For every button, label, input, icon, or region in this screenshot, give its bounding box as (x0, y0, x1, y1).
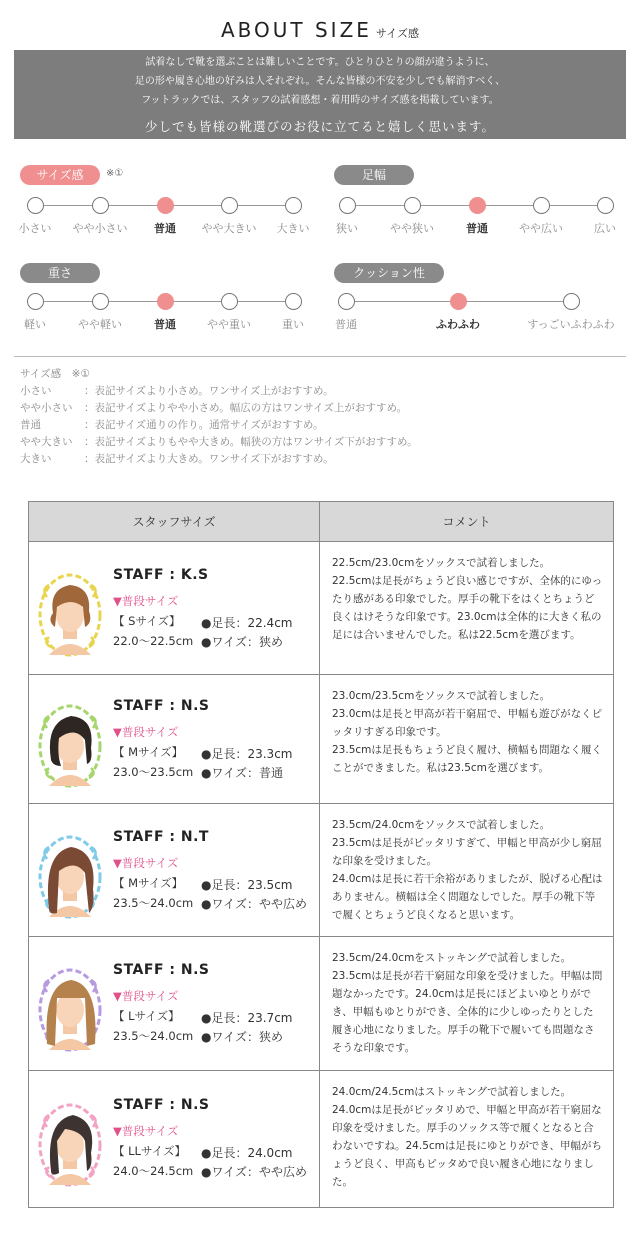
comment-paragraph: 24.0cm/24.5cmはストッキングで試着しました。 (332, 1086, 572, 1098)
usual-size: 【 Mサイズ】 (113, 876, 184, 890)
width-scale-dot (597, 197, 614, 214)
comment-paragraph: 23.5cmは足長がピッタリすぎて、甲幅と甲高が少し窮屈な印象を受けました。 (332, 837, 602, 867)
width-scale-track (316, 197, 636, 242)
table-header (29, 502, 613, 542)
intro-tagline: 少しでも皆様の靴選びのお役に立てると嬉しく思います。 (144, 119, 495, 134)
staff-name: STAFF : N.T (113, 829, 209, 845)
usual-size-label: ▼普段サイズ (113, 989, 179, 1003)
legend-row: 小さい ：表記サイズより小さめ。ワンサイズ上がおすすめ。 (20, 385, 334, 397)
header-comment: コメント (442, 515, 491, 529)
usual-size-label: ▼普段サイズ (113, 856, 179, 870)
weight-scale-option: 普通 (154, 318, 176, 331)
width-scale-dot (404, 197, 421, 214)
weight-scale-dot (92, 293, 109, 310)
width-scale-dot (339, 197, 356, 214)
foot-length: ●足長：22.4cm (201, 616, 293, 630)
staff-name: STAFF : N.S (113, 1097, 210, 1113)
foot-length: ●足長：24.0cm (201, 1146, 293, 1160)
weight-scale-option: やや軽い (78, 318, 122, 331)
weight-scale-dot (221, 293, 238, 310)
weight-scale-dot (27, 293, 44, 310)
comment-paragraph: 24.0cmは足長に若干余裕がありましたが、脱げる心配はありません。横幅は全く問題なしでした。厚手の靴下等で履くとちょうど良くなると思います。 (332, 873, 603, 921)
usual-size: 【 Mサイズ】 (113, 745, 184, 759)
comment-paragraph: 23.0cm/23.5cmをソックスで試着しました。 (332, 690, 551, 702)
legend-title: サイズ感 ※① (20, 368, 90, 380)
cushion-scale-option: 普通 (335, 318, 357, 331)
foot-length: ●足長：23.3cm (201, 747, 293, 761)
usual-size-range: 24.0～24.5cm (113, 1164, 194, 1178)
usual-size: 【 Sサイズ】 (113, 614, 181, 628)
cushion-scale-option: ふわふわ (436, 318, 480, 331)
size-scale-track (0, 197, 320, 242)
weight-scale-track (0, 293, 320, 338)
comment-cell (320, 675, 613, 803)
usual-size-range: 23.0～23.5cm (113, 765, 194, 779)
staff-name: STAFF : N.S (113, 962, 210, 978)
staff-avatar (35, 1097, 105, 1189)
size-scale-dot (157, 197, 174, 214)
width-scale-dot (469, 197, 486, 214)
width-scale-option: 広い (594, 222, 616, 235)
cushion-scale-label: クッション性 (334, 263, 444, 283)
intro-banner (14, 50, 626, 139)
legend-row: 大きい ：表記サイズより大きめ。ワンサイズ下がおすすめ。 (20, 453, 334, 465)
usual-size-label: ▼普段サイズ (113, 725, 179, 739)
staff-cell (29, 675, 320, 803)
weight-scale-dot (157, 293, 174, 310)
foot-length: ●足長：23.5cm (201, 878, 293, 892)
page-title (0, 18, 640, 42)
table-row (29, 1071, 613, 1207)
size-scale-option: やや小さい (72, 222, 128, 235)
cushion-scale-track (316, 293, 636, 338)
weight-scale-dot (285, 293, 302, 310)
cushion-scale-dot (338, 293, 355, 310)
usual-size-range: 22.0～22.5cm (113, 634, 194, 648)
table-row (29, 937, 613, 1071)
usual-size-label: ▼普段サイズ (113, 1124, 179, 1138)
foot-width: ●ワイズ：やや広め (201, 897, 307, 911)
weight-scale-label: 重さ (20, 263, 100, 283)
comment-paragraph: 23.5cm/24.0cmをストッキングで試着しました。 (332, 952, 572, 964)
weight-scale-option: 重い (282, 318, 304, 331)
cushion-scale (334, 262, 444, 283)
staff-avatar (35, 698, 105, 790)
comment-paragraph: 22.5cm/23.0cmをソックスで試着しました。 (332, 557, 551, 569)
staff-cell (29, 937, 320, 1070)
weight-scale (20, 262, 100, 283)
staff-avatar (35, 567, 105, 659)
width-scale-option: 狭い (336, 222, 358, 235)
size-scale-option: やや大きい (201, 222, 257, 235)
size-scale-dot (221, 197, 238, 214)
comment-cell (320, 804, 613, 936)
comment-paragraph: 24.0cmは足長がピッタリめで、甲幅と甲高が若干窮屈な印象を受けました。厚手のソックス等で履くとなると合わないですね。24.5cmは足長にゆとりができ、甲幅がちょうど良く、甲高もピッタめで良い履き心地になりました。 (332, 1104, 602, 1188)
size-scale-dot (27, 197, 44, 214)
usual-size: 【 LLサイズ】 (113, 1144, 187, 1158)
staff-avatar (35, 962, 105, 1054)
size-scale-label: サイズ感 (20, 165, 100, 185)
title-text: ABOUT SIZE (220, 18, 372, 42)
table-row (29, 542, 613, 675)
table-row (29, 804, 613, 937)
cushion-scale-dot (563, 293, 580, 310)
table-row (29, 675, 613, 804)
size-legend (20, 366, 418, 468)
weight-scale-option: やや重い (207, 318, 251, 331)
size-scale-note: ※① (106, 168, 124, 179)
comment-paragraph: 23.5cm/24.0cmをソックスで試着しました。 (332, 819, 551, 831)
comment-paragraph: 23.5cmは足長が若干窮屈な印象を受けました。甲幅は問題なかったです。24.0cmは足長にほどよいゆとりができ、甲幅もゆとりができ、全体的に少しゆったりとした履き心地になりました。厚手の靴下で履いても問題なさそうな印象です。 (332, 970, 603, 1054)
cushion-scale-dot (450, 293, 467, 310)
comment-cell (320, 542, 613, 674)
width-scale-option: 普通 (466, 222, 488, 235)
staff-name: STAFF : K.S (113, 567, 209, 583)
cushion-scale-option: すっごいふわふわ (527, 318, 615, 331)
size-scale-dot (285, 197, 302, 214)
intro-line: 足の形や履き心地の好みは人それぞれ。そんな皆様の不安を少しでも解消すべく、 (134, 76, 506, 87)
comment-cell (320, 1071, 613, 1207)
foot-length: ●足長：23.7cm (201, 1011, 293, 1025)
title-sub: サイズ感 (375, 27, 420, 40)
staff-name: STAFF : N.S (113, 698, 210, 714)
size-scale-option: 小さい (18, 222, 52, 235)
header-staff-size: スタッフサイズ (29, 502, 320, 541)
comment-paragraph: 22.5cmは足長がちょうど良い感じですが、全体的にゆったり感がある印象でした。厚手の靴下をはくとちょうど良くはけそうな印象です。23.0cmは全体的に大きく私の足には合いませんでした。私は22.5cmを選びます。 (332, 575, 603, 641)
staff-cell (29, 542, 320, 674)
size-scale (20, 164, 124, 185)
foot-width: ●ワイズ：狭め (201, 635, 283, 649)
size-scale-option: 大きい (276, 222, 310, 235)
staff-cell (29, 1071, 320, 1207)
legend-row: 普通 ：表記サイズ通りの作り。通常サイズがおすすめ。 (20, 419, 324, 431)
staff-avatar (35, 829, 105, 921)
legend-row: やや小さい ：表記サイズよりやや小さめ。幅広の方はワンサイズ上がおすすめ。 (20, 402, 408, 414)
width-scale-option: やや広い (519, 222, 563, 235)
usual-size-label: ▼普段サイズ (113, 594, 179, 608)
width-scale-label: 足幅 (334, 165, 414, 185)
staff-table (28, 501, 614, 1208)
legend-row: やや大きい ：表記サイズよりもやや大きめ。幅狭の方はワンサイズ下がおすすめ。 (20, 436, 418, 448)
size-scale-dot (92, 197, 109, 214)
width-scale-dot (533, 197, 550, 214)
foot-width: ●ワイズ：やや広め (201, 1165, 307, 1179)
divider (14, 356, 626, 357)
usual-size-range: 23.5～24.0cm (113, 1029, 194, 1043)
comment-paragraph: 23.5cmは足長もちょうど良く履け、横幅も問題なく履くことができました。私は23.5cmを選びます。 (332, 744, 602, 774)
usual-size-range: 23.5～24.0cm (113, 896, 194, 910)
size-scale-option: 普通 (154, 222, 176, 235)
usual-size: 【 Lサイズ】 (113, 1009, 180, 1023)
comment-paragraph: 23.0cmは足長と甲高が若干窮屈で、甲幅も遊びがなくピッタリすぎる印象です。 (332, 708, 603, 738)
foot-width: ●ワイズ：狭め (201, 1030, 283, 1044)
staff-cell (29, 804, 320, 936)
width-scale-option: やや狭い (390, 222, 434, 235)
intro-line: 試着なしで靴を選ぶことは難しいことです。ひとりひとりの顔が違うように、 (145, 57, 495, 68)
width-scale (334, 164, 414, 185)
weight-scale-option: 軽い (24, 318, 46, 331)
intro-line: フットラックでは、スタッフの試着感想・着用時のサイズ感を掲載しています。 (141, 95, 499, 106)
foot-width: ●ワイズ：普通 (201, 766, 283, 780)
comment-cell (320, 937, 613, 1070)
